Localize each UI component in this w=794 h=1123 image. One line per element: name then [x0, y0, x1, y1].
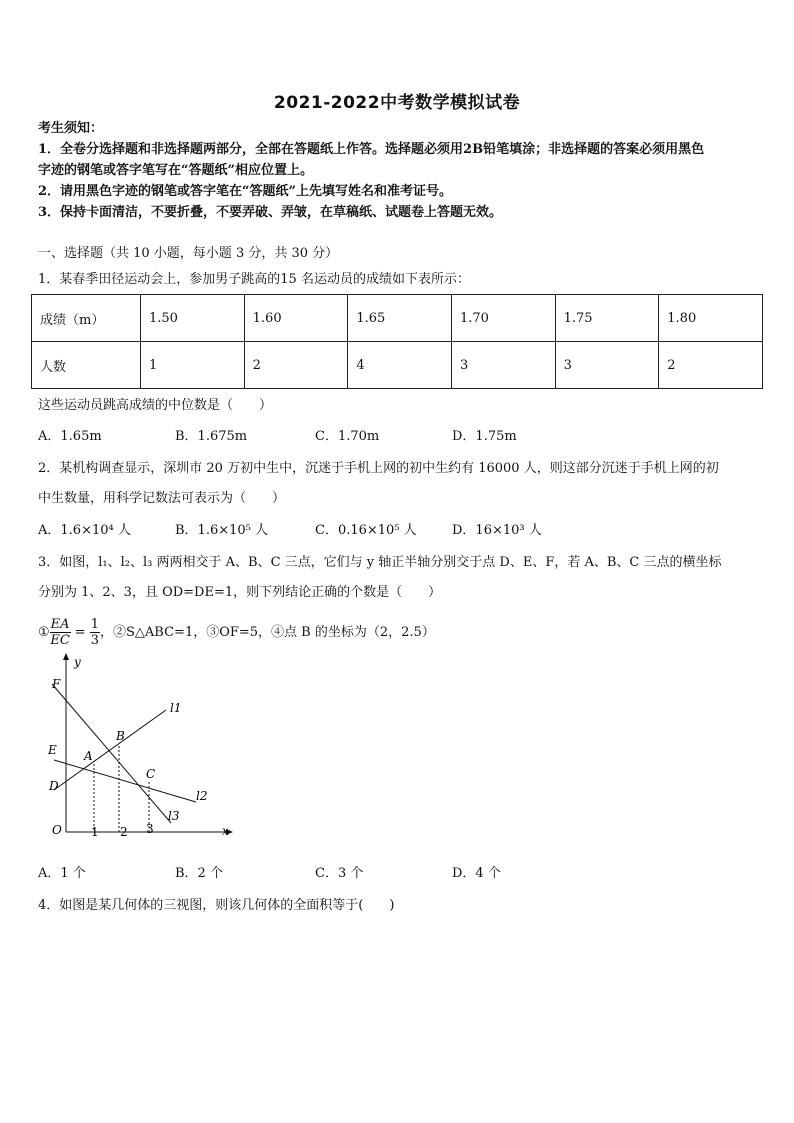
- table-row: [32, 295, 763, 342]
- table-cell: 1.80: [659, 295, 763, 342]
- tick-label: 1: [91, 825, 99, 839]
- fraction-numerator: EA: [50, 617, 70, 632]
- table-cell: 4: [348, 342, 452, 389]
- point-label-b: B: [116, 729, 125, 743]
- line-l3: [52, 684, 171, 823]
- point-label-e: E: [48, 743, 57, 757]
- table-row: [32, 342, 763, 389]
- point-label-f: F: [52, 677, 61, 691]
- line-label-l3: l3: [168, 809, 180, 823]
- option-c[interactable]: C．3 个: [315, 866, 364, 881]
- conclusions-rest: ，②S△ABC=1，③OF=5，④点 B 的坐标为（2，2.5）: [100, 625, 435, 640]
- question-1-stem: 1．某春季田径运动会上，参加男子跳高的15 名运动员的成绩如下表所示：: [38, 272, 470, 287]
- option-c[interactable]: C．1.70m: [315, 429, 380, 444]
- question-3-stem: 3．如图，l₁、l₂、l₃ 两两相交于 A、B、C 三点，它们与 y 轴正半轴分别交于点 D、E、F，若 A、B、C 三点的横坐标: [38, 555, 722, 570]
- point-label-c: C: [146, 767, 156, 781]
- fraction-denominator: 3: [90, 633, 100, 648]
- fraction-numerator: 1: [90, 617, 100, 632]
- tick-label: 2: [120, 825, 128, 839]
- option-d[interactable]: D．1.75m: [452, 429, 517, 444]
- point-label-d: D: [49, 779, 59, 793]
- option-b[interactable]: B．1.6×10⁵ 人: [175, 523, 269, 538]
- origin-label: O: [52, 823, 62, 837]
- notice-item-2: 2．请用黑色字迹的钢笔或答字笔在“答题纸”上先填写姓名和准考证号。: [38, 184, 453, 199]
- table-cell: 成绩（m）: [32, 295, 141, 342]
- fraction-ea-ec: [50, 617, 71, 648]
- question-2-stem: 2．某机构调查显示，深圳市 20 万初中生中，沉迷于手机上网的初中生约有 16000 人，则这部分沉迷于手机上网的初: [38, 461, 719, 476]
- option-d[interactable]: D．16×10³ 人: [452, 523, 542, 538]
- section-heading: 一、选择题（共 10 小题，每小题 3 分，共 30 分）: [38, 246, 339, 261]
- notice-heading: 考生须知：: [38, 121, 104, 136]
- line-label-l2: l2: [196, 789, 208, 803]
- table-cell: 3: [555, 342, 659, 389]
- line-label-l1: l1: [170, 701, 182, 715]
- tick-label: 3: [146, 822, 154, 836]
- fraction-one-third: [90, 617, 100, 648]
- option-b[interactable]: B．2 个: [175, 866, 223, 881]
- table-cell: 1.70: [451, 295, 555, 342]
- table-cell: 2: [244, 342, 348, 389]
- question-2-stem-cont: 中生数量，用科学记数法可表示为（ ）: [38, 491, 286, 506]
- coordinate-graph: [36, 652, 236, 848]
- notice-item-3: 3．保持卡面清洁，不要折叠，不要弄破、弄皱，在草稿纸、试题卷上答题无效。: [38, 205, 503, 220]
- score-table: [31, 294, 763, 389]
- option-a[interactable]: A．1.6×10⁴ 人: [38, 523, 131, 538]
- option-d[interactable]: D．4 个: [452, 866, 501, 881]
- table-cell: 1.75: [555, 295, 659, 342]
- table-cell: 2: [659, 342, 763, 389]
- table-cell: 1: [141, 342, 245, 389]
- notice-item-1: 1．全卷分选择题和非选择题两部分，全部在答题纸上作答。选择题必须用2B铅笔填涂；非选择题的答案必须用黑色: [38, 142, 705, 157]
- notice-item-1-cont: 字迹的钢笔或答字笔写在“答题纸”相应位置上。: [38, 163, 313, 178]
- option-b[interactable]: B．1.675m: [175, 429, 248, 444]
- table-cell: 1.65: [348, 295, 452, 342]
- question-3-conclusions: [38, 616, 758, 650]
- table-cell: 人数: [32, 342, 141, 389]
- question-3-stem-cont: 分别为 1、2、3，且 OD=DE=1，则下列结论正确的个数是（ ）: [38, 585, 442, 600]
- question-4-stem: 4．如图是某几何体的三视图，则该几何体的全面积等于( ): [38, 898, 395, 913]
- table-cell: 3: [451, 342, 555, 389]
- table-cell: 1.60: [244, 295, 348, 342]
- y-axis-arrow: [63, 653, 69, 660]
- option-a[interactable]: A．1.65m: [38, 429, 102, 444]
- option-c[interactable]: C．0.16×10⁵ 人: [315, 523, 417, 538]
- question-1-ask: 这些运动员跳高成绩的中位数是（ ）: [38, 398, 273, 413]
- fraction-denominator: EC: [50, 633, 70, 648]
- table-cell: 1.50: [141, 295, 245, 342]
- option-a[interactable]: A．1 个: [38, 866, 86, 881]
- line-l2: [54, 760, 196, 802]
- page-title: 2021-2022中考数学模拟试卷: [273, 93, 521, 113]
- conclusion-mark: ①: [38, 625, 50, 640]
- point-label-a: A: [84, 749, 93, 763]
- axis-label-x: x: [222, 824, 229, 838]
- equals-sign: =: [74, 625, 86, 640]
- axis-label-y: y: [74, 655, 81, 669]
